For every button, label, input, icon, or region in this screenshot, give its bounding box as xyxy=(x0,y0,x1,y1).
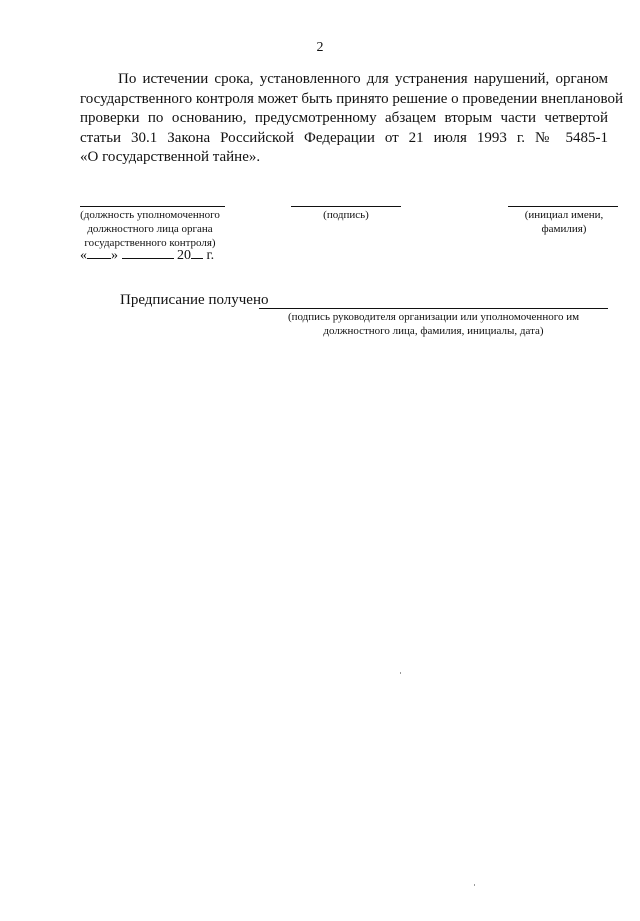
year-suffix: г. xyxy=(206,248,215,263)
name-signature-line xyxy=(508,206,618,207)
year-prefix: 20 xyxy=(177,248,191,263)
receipt-caption-line: должностного лица, фамилия, инициалы, дата) xyxy=(323,325,544,337)
paragraph-line: государственного контроля может быть принято решение о проведении внеплановой xyxy=(80,90,623,107)
name-caption-line: (инициал имени, xyxy=(524,209,604,221)
day-blank xyxy=(87,246,111,259)
date-line xyxy=(80,246,214,264)
paragraph-line: проверки по основанию, предусмотренному абзацем вторым части четвертой xyxy=(80,110,608,126)
position-caption-line: государственного контроля) xyxy=(84,237,216,249)
receipt-label: Предписание получено xyxy=(120,292,269,308)
signature-line xyxy=(291,206,401,207)
page-number: 2 xyxy=(316,40,324,55)
position-signature-line xyxy=(80,206,225,207)
month-blank xyxy=(122,246,174,259)
signature-caption: (подпись) xyxy=(323,209,369,221)
receipt-caption-line: (подпись руководителя организации или уполномоченного им xyxy=(287,311,580,323)
paragraph-line: статьи 30.1 Закона Российской Федерации от 21 июля 1993 г. № 5485-1 xyxy=(80,129,608,146)
name-caption xyxy=(500,208,628,236)
receipt-caption xyxy=(259,310,608,338)
position-caption xyxy=(70,208,230,250)
receipt-signature-line xyxy=(259,308,608,309)
date-close-quote: » xyxy=(111,248,118,263)
name-caption-line: фамилия) xyxy=(541,223,587,235)
scan-speck xyxy=(400,672,401,674)
paragraph-line: По истечении срока, установленного для устранения нарушений, органом xyxy=(118,71,608,87)
date-open-quote: « xyxy=(80,248,87,263)
position-caption-line: (должность уполномоченного xyxy=(80,209,220,221)
main-paragraph xyxy=(80,70,623,168)
position-caption-line: должностного лица органа xyxy=(87,223,213,235)
paragraph-line: «О государственной тайне». xyxy=(80,149,261,165)
year-blank xyxy=(191,246,203,259)
scan-speck xyxy=(474,884,475,886)
